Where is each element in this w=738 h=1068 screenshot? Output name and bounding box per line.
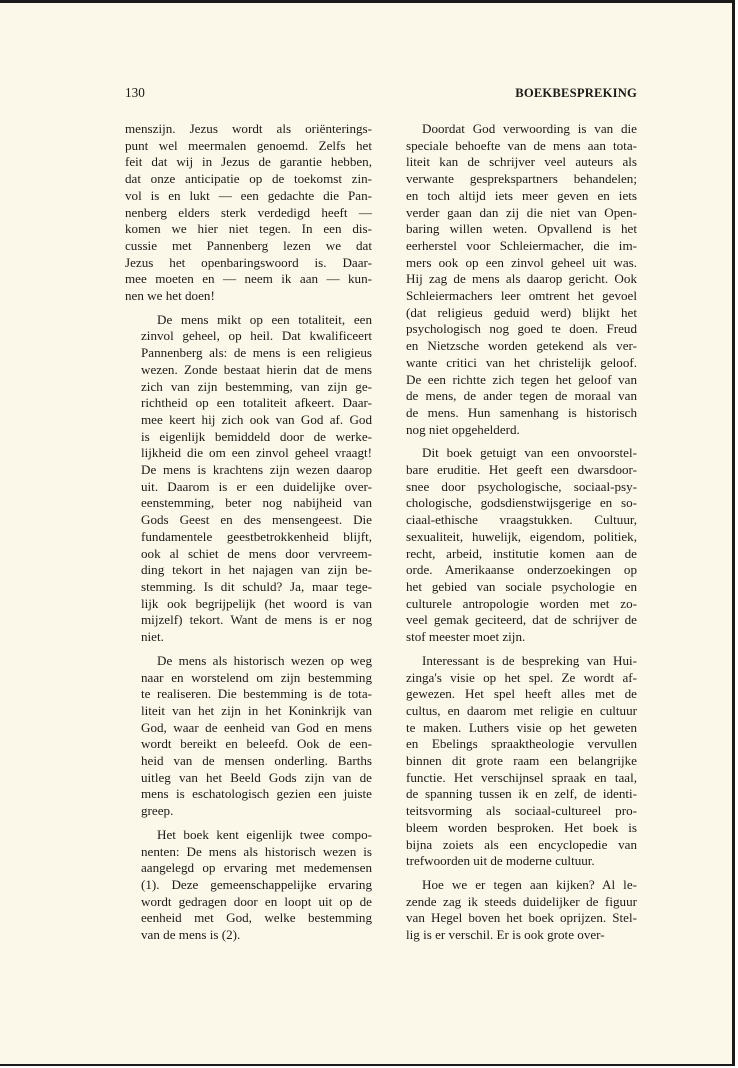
text-line: lijk ook begrijpelijk (het woord is van xyxy=(141,595,372,611)
paragraph xyxy=(125,312,372,646)
text-line: wezen. Zonde bestaat hierin dat de mens xyxy=(141,361,372,377)
paragraph xyxy=(390,877,637,944)
paragraph xyxy=(390,653,637,870)
text-line: menszijn. Jezus wordt als oriënterings- xyxy=(125,121,372,136)
text-line: niet. xyxy=(141,629,164,645)
text-line: Doordat God verwoording is van die xyxy=(422,121,637,136)
text-line: gewezen. Het spel heeft alles met de xyxy=(406,686,637,702)
text-line: wordt bereikt en beleefd. Ook de een- xyxy=(141,736,372,752)
page-number: 130 xyxy=(125,85,145,100)
text-line: eenstemming, beter nog nabijheid van xyxy=(141,495,372,511)
text-line: stof meester moet zijn. xyxy=(406,629,526,645)
running-head: BOEKBESPREKING xyxy=(515,86,637,100)
text-line: binnen dit grote raam een belangrijke xyxy=(406,753,637,769)
text-line: culturele antropologie worden met zo- xyxy=(406,595,637,611)
text-line: God, waar de eenheid van God en mens xyxy=(141,719,372,735)
text-line: heid van de mensen onderling. Barths xyxy=(141,753,372,769)
page-header xyxy=(125,84,637,102)
text-line: uitleg van het Beeld Gods zijn van de xyxy=(141,769,372,785)
text-line: te maken. Luthers visie op het geweten xyxy=(406,719,637,735)
text-line: ciaal-ethische vraagstukken. Cultuur, xyxy=(406,512,637,528)
text-line: nog niet opgehelderd. xyxy=(406,421,520,437)
text-line: richtheid op een totaliteit afkeert. Daar- xyxy=(141,395,372,411)
text-line: en Nietzsche worden getekend als ver- xyxy=(406,338,637,354)
text-line: liteit kan de schrijver veel auteurs als xyxy=(406,154,637,170)
text-line: nen we het doen! xyxy=(125,288,215,304)
text-line: lig is er verschil. Er is ook grote over- xyxy=(406,927,605,943)
text-line: punt wel meermalen genoemd. Zelfs het xyxy=(125,137,372,153)
text-line: Interessant is de bespreking van Hui- xyxy=(422,652,637,668)
text-line: Schleiermachers leer omtrent het gevoel xyxy=(406,288,637,304)
text-line: verwante gesprekspartners behandelen; xyxy=(406,171,637,187)
text-line: (1). Deze gemeenschappelijke ervaring xyxy=(141,876,372,892)
paragraph xyxy=(390,121,637,438)
text-line: mijzelf) tekort. Want de mens is er nog xyxy=(141,612,372,628)
text-line: zich van zijn bestemming, van zijn ge- xyxy=(141,378,372,394)
text-line: wordt gedragen door en loopt uit op de xyxy=(141,893,372,909)
text-line: Dit boek getuigt van een onvoorstel- xyxy=(422,445,637,461)
text-line: is eigenlijk bemiddeld door de werke- xyxy=(141,428,372,444)
paragraph xyxy=(390,445,637,645)
text-line: vol is en lukt — een gedachte die Pan- xyxy=(125,187,372,203)
text-line: cultus, en daarom met religie en cultuur xyxy=(406,702,637,718)
text-line: snee door psychologische, sociaal-psy- xyxy=(406,478,637,494)
text-line: psychologisch nog goed te doen. Freud xyxy=(406,321,637,337)
text-line: mee keert hij zich ook van God af. God xyxy=(141,411,372,427)
text-line: van Hegel boven het boek oprijzen. Stel- xyxy=(406,910,637,926)
text-line: bijna zoiets als een encyclopedie van xyxy=(406,836,637,852)
text-line: recht, arbeid, institutie komen aan de xyxy=(406,545,637,561)
text-line: greep. xyxy=(141,803,174,819)
text-line: te realiseren. Die bestemming is de tota- xyxy=(141,686,372,702)
text-line: (dat religieus geduid werd) blijkt het xyxy=(406,304,637,320)
text-line: De mens mikt op een totaliteit, een xyxy=(157,311,372,327)
text-line: lijkheid die om een zinvol geheel vraagt! xyxy=(141,445,372,461)
text-line: bare eruditie. Het geeft een dwarsdoor- xyxy=(406,462,637,478)
text-line: zinvol geheel, op heil. Dat kwalificeert xyxy=(141,328,372,344)
text-line: stemming. Is dit schuld? Ja, maar tege- xyxy=(141,578,372,594)
text-line: mee moeten en — neem ik aan — kun- xyxy=(125,271,372,287)
text-line: eenheid met God, welke bestemming xyxy=(141,910,372,926)
text-line: komen we hier niet tegen. In een dis- xyxy=(125,221,372,237)
text-line: veel gemak geciteerd, dat de schrijver de xyxy=(406,612,637,628)
paragraph xyxy=(125,653,372,820)
text-line: de mens. Hun samenhang is historisch xyxy=(406,404,637,420)
text-line: ding tekort in het najagen van zijn be- xyxy=(141,562,372,578)
text-line: liteit van het zijn in het Koninkrijk van xyxy=(141,702,372,718)
text-line: nenten: De mens als historisch wezen is xyxy=(141,843,372,859)
right-column xyxy=(390,121,637,951)
top-border xyxy=(0,0,735,3)
text-line: sexualiteit, huwelijk, eigendom, politiek, xyxy=(406,528,637,544)
text-line: Gods Geest en des mensengeest. Die xyxy=(141,512,372,528)
text-line: Hij zag de mens als daarop gericht. Ook xyxy=(406,271,637,287)
text-line: verder gaan dan zij die niet van Open- xyxy=(406,204,637,220)
text-line: teitsvorming als sociaal-cultureel pro- xyxy=(406,803,637,819)
text-line: uit. Daarom is er een duidelijke over- xyxy=(141,478,372,494)
text-line: Pannenberg als: de mens is een religieus xyxy=(141,345,372,361)
left-column xyxy=(125,121,372,951)
text-line: fundamentele geestbetrokkenheid blijft, xyxy=(141,528,372,544)
text-line: en Ebelings spraaktheologie vervullen xyxy=(406,736,637,752)
text-line: dat onze anticipatie op de toekomst zin- xyxy=(125,171,372,187)
text-line: de spanning tussen ik en zelf, de identi- xyxy=(406,786,637,802)
text-line: het gebied van sociale psychologie en xyxy=(406,578,637,594)
paragraph xyxy=(125,827,372,944)
text-line: zende zag ik steeds duidelijker de figuur xyxy=(406,893,637,909)
text-line: speciale behoefte van de mens aan tota- xyxy=(406,137,637,153)
text-line: wante critici van het christelijk geloof. xyxy=(406,354,637,370)
text-line: nenberg elders sterk verdedigd heeft — xyxy=(125,204,372,220)
text-line: de mens, de ander tegen de moraal van xyxy=(406,388,637,404)
text-line: orde. Amerikaanse onderzoekingen op xyxy=(406,562,637,578)
text-line: bleem worden besproken. Het boek is xyxy=(406,819,637,835)
text-line: eerherstel voor Schleiermacher, die im- xyxy=(406,237,637,253)
text-line: Hoe we er tegen aan kijken? Al le- xyxy=(422,876,637,892)
text-line: trefwoorden uit de moderne cultuur. xyxy=(406,853,595,869)
text-line: De mens is krachtens zijn wezen daarop xyxy=(141,462,372,478)
text-line: Jezus het openbaringswoord is. Daar- xyxy=(125,254,372,270)
text-line: De een richtte zich tegen het geloof van xyxy=(406,371,637,387)
text-line: naar en worstelend om zijn bestemming xyxy=(141,669,372,685)
text-line: Het boek kent eigenlijk twee compo- xyxy=(157,826,372,842)
text-line: feit dat wij in Jezus de garantie hebben, xyxy=(125,154,372,170)
text-line: chologische, godsdienstwijsgerige en so- xyxy=(406,495,637,511)
text-line: functie. Het verschijnsel spraak en taal, xyxy=(406,769,637,785)
text-line: zinga's visie op het spel. Ze wordt af- xyxy=(406,669,637,685)
text-line: De mens als historisch wezen op weg xyxy=(157,652,372,668)
paragraph xyxy=(125,121,372,305)
text-line: mens is eschatologisch gezien een juiste xyxy=(141,786,372,802)
text-line: van de mens is (2). xyxy=(141,927,241,943)
text-line: en toch altijd iets meer geven en iets xyxy=(406,187,637,203)
text-line: ook al schiet de mens door vervreem- xyxy=(141,545,372,561)
text-line: cussie met Pannenberg lezen we dat xyxy=(125,237,372,253)
text-line: mers ook op een zinvol geheel uit was. xyxy=(406,254,637,270)
text-line: baring willen weten. Opvallend is het xyxy=(406,221,637,237)
text-line: aangelegd op ervaring met medemensen xyxy=(141,860,372,876)
